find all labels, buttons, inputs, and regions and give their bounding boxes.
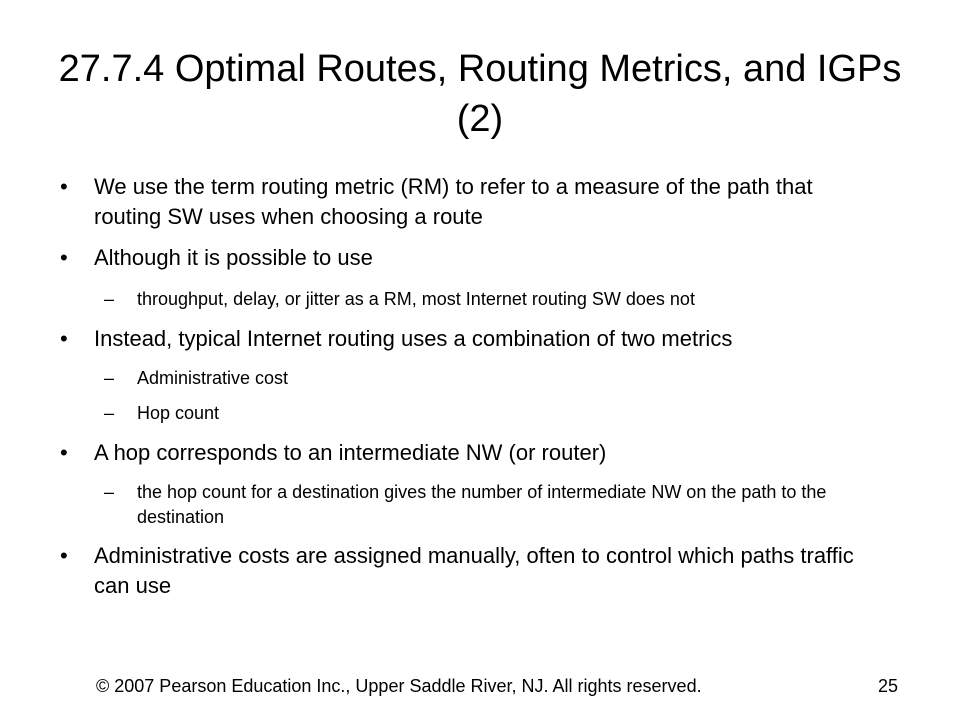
bullet-item [0,324,960,354]
bullet-item [0,243,960,273]
bullet-list [0,172,960,601]
footer-copyright: © 2007 Pearson Education Inc., Upper Saddle River, NJ. All rights reserved. [96,676,702,696]
bullet-marker: • [60,440,68,465]
sub-bullet-marker: – [104,482,115,502]
bullet-marker: • [60,326,68,351]
bullet-text: We use the term routing metric (RM) to refer to a measure of the path that routing SW uses when choosing a route [94,174,813,229]
sub-bullet-marker: – [104,368,115,388]
bullet-text: Instead, typical Internet routing uses a combination of two metrics [94,326,733,351]
bullet-marker: • [60,174,68,199]
bullet-item [0,172,960,232]
bullet-marker: • [60,543,68,568]
sub-bullet-item [0,401,960,426]
sub-bullet-item [0,287,960,312]
bullet-text: Administrative costs are assigned manually, often to control which paths traffic can use [94,543,854,598]
sub-bullet-text: Hop count [137,403,220,423]
sub-bullet-text: Administrative cost [137,368,289,388]
page-number: 25 [877,676,898,696]
sub-bullet-item [0,480,960,530]
sub-bullet-marker: – [104,403,115,423]
bullet-marker: • [60,245,68,270]
sub-bullet-text: the hop count for a destination gives the number of intermediate NW on the path to the destination [137,482,827,527]
bullet-text: Although it is possible to use [94,245,373,270]
sub-bullet-marker: – [104,289,115,309]
bullet-text: A hop corresponds to an intermediate NW (or router) [94,440,607,465]
sub-bullet-item [0,366,960,391]
bullet-item [0,541,960,601]
bullet-item [0,438,960,468]
sub-bullet-text: throughput, delay, or jitter as a RM, most Internet routing SW does not [137,289,695,309]
slide-title: 27.7.4 Optimal Routes, Routing Metrics, and IGPs (2) [58,48,902,140]
